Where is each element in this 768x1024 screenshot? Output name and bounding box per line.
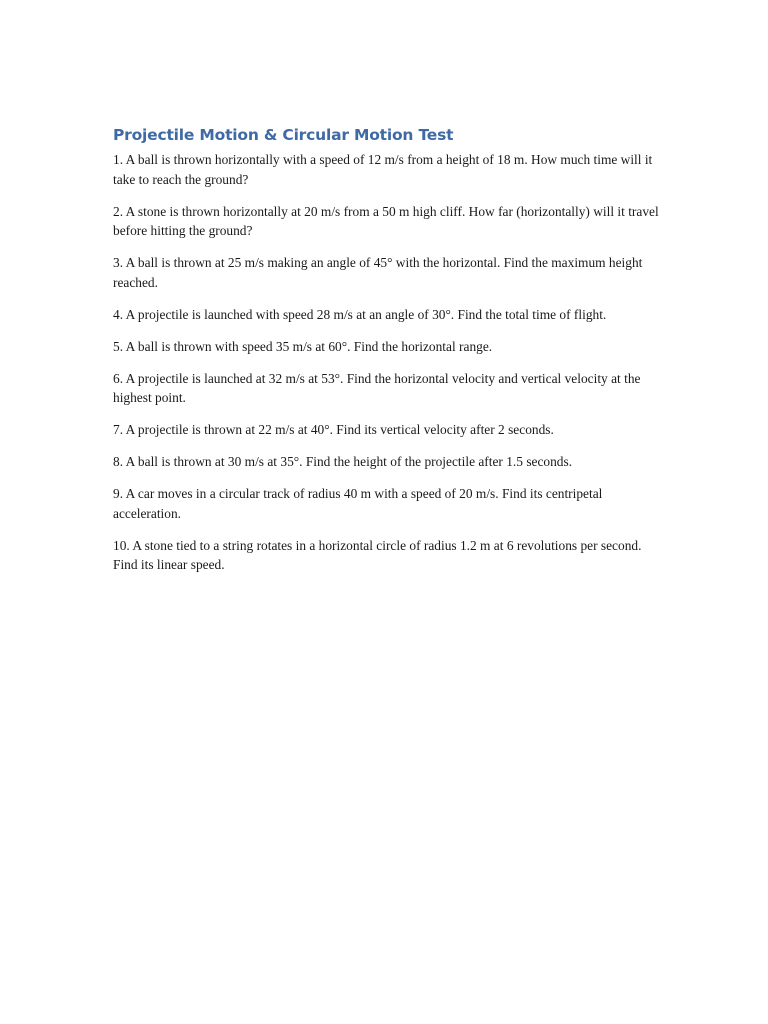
question-9: 9. A car moves in a circular track of radius 40 m with a speed of 20 m/s. Find its centripetal acceleration.	[113, 486, 603, 521]
document-title: Projectile Motion & Circular Motion Test	[113, 126, 454, 144]
question-10: 10. A stone tied to a string rotates in a horizontal circle of radius 1.2 m at 6 revolutions per second. Find its linear speed.	[113, 537, 642, 572]
question-6: 6. A projectile is launched at 32 m/s at 53°. Find the horizontal velocity and vertical velocity at the highest point.	[113, 370, 641, 405]
question-7: 7. A projectile is thrown at 22 m/s at 40°. Find its vertical velocity after 2 seconds.	[113, 422, 554, 437]
question-5: 5. A ball is thrown with speed 35 m/s at 60°. Find the horizontal range.	[113, 338, 493, 354]
question-3: 3. A ball is thrown at 25 m/s making an angle of 45° with the horizontal. Find the maximum height reached.	[113, 255, 643, 290]
question-2: 2. A stone is thrown horizontally at 20 m/s from a 50 m high cliff. How far (horizontally) will it travel before hitting the ground?	[113, 203, 659, 238]
question-1: 1. A ball is thrown horizontally with a speed of 12 m/s from a height of 18 m. How much time will it take to reach the ground?	[113, 152, 653, 187]
document-body	[113, 124, 663, 587]
question-8: 8. A ball is thrown at 30 m/s at 35°. Find the height of the projectile after 1.5 seconds.	[113, 454, 573, 469]
question-4: 4. A projectile is launched with speed 28 m/s at an angle of 30°. Find the total time of flight.	[113, 306, 607, 322]
